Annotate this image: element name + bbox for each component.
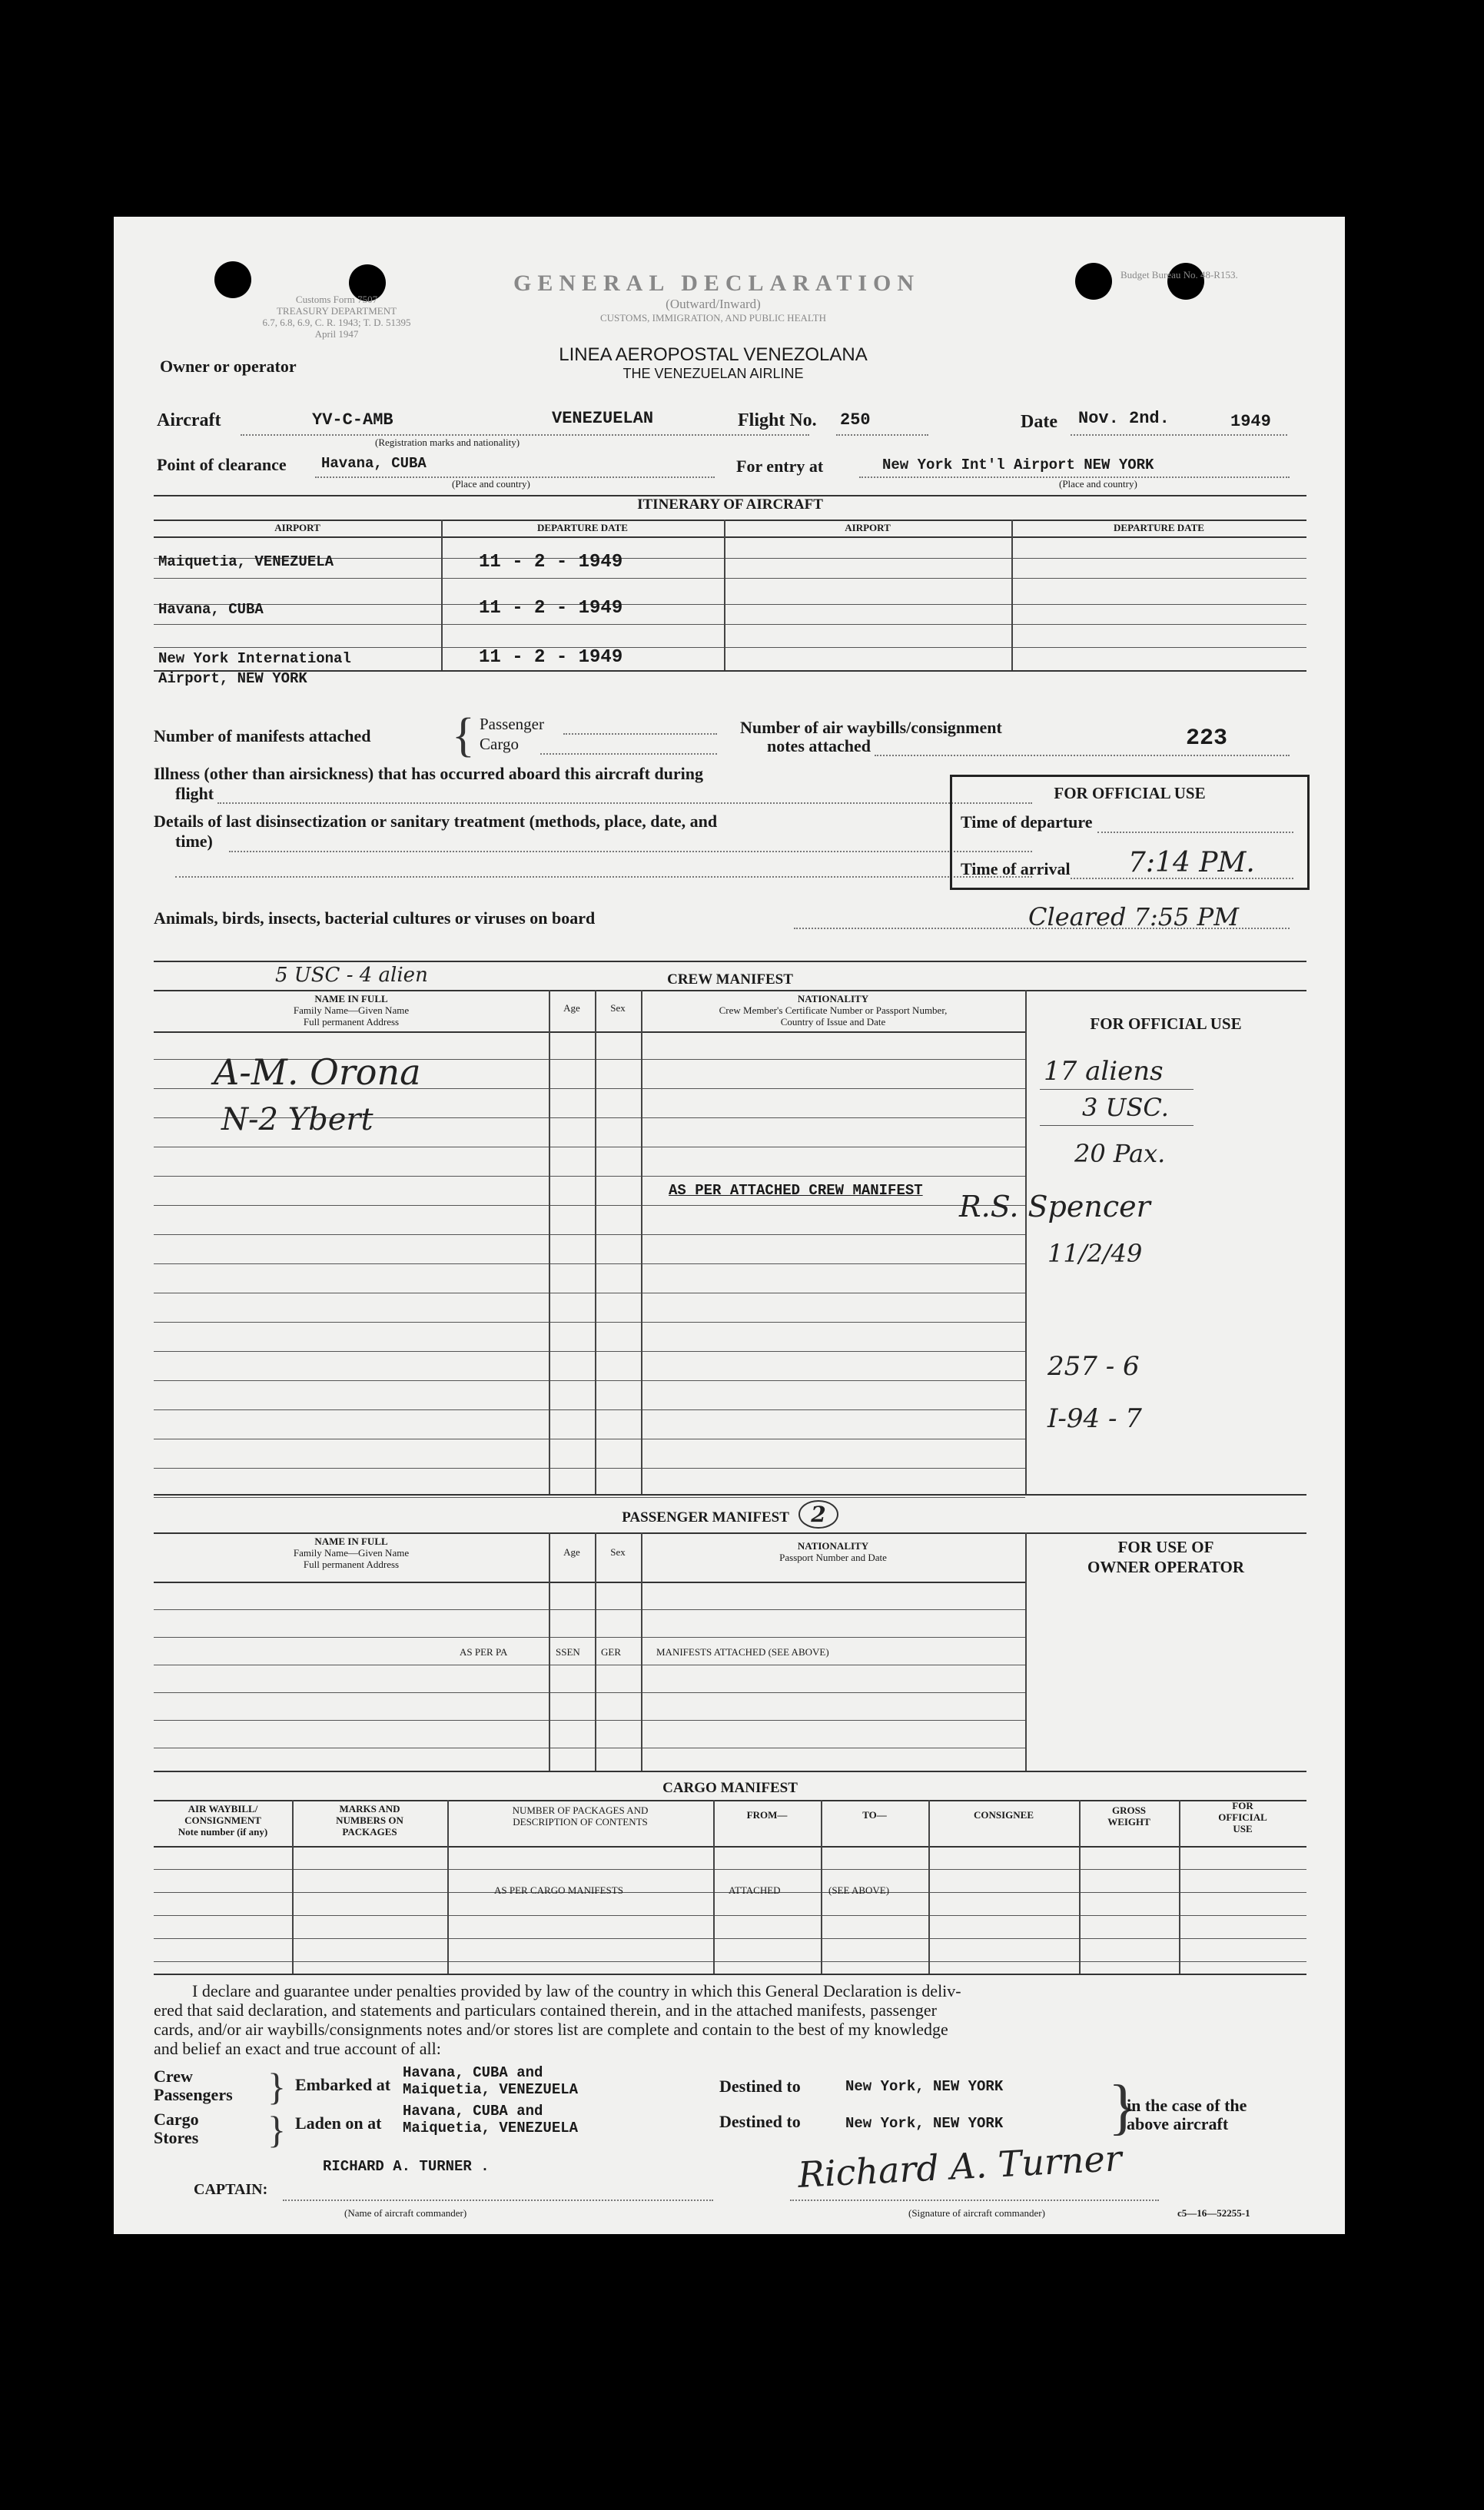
cargo-header-from: FROM— — [746, 1809, 788, 1821]
flight-no-value: 250 — [840, 410, 871, 430]
declaration-categories: Crew Passengers Cargo Stores — [154, 2067, 233, 2147]
aircraft-case-note: in the case of the above aircraft — [1127, 2096, 1247, 2133]
itinerary-header-date: DEPARTURE DATE — [537, 522, 628, 533]
waybills-value: 223 — [1186, 725, 1228, 752]
passenger-col-rule — [549, 1532, 550, 1771]
cargo-underline — [540, 753, 717, 755]
departure-time-label: Time of departure — [961, 812, 1093, 832]
passenger-rule — [154, 1532, 1306, 1534]
itinerary-title: ITINERARY OF AIRCRAFT — [637, 496, 823, 513]
cargo-header-to: TO— — [862, 1809, 887, 1821]
manifest-passenger-label: Passenger — [480, 715, 544, 733]
cargo-col-rule — [447, 1800, 449, 1974]
aircraft-label: Aircraft — [157, 410, 221, 430]
arrival-time-label: Time of arrival — [961, 859, 1071, 878]
crew-row-rule — [154, 1409, 1025, 1410]
itinerary-rule — [154, 624, 1306, 625]
date-label: Date — [1021, 412, 1057, 432]
passenger-header-age: Age — [563, 1546, 580, 1558]
general-declaration-form — [114, 217, 1345, 2234]
official-note-usc: 3 USC. — [1082, 1093, 1169, 1122]
cargo-header-marks: MARKS AND NUMBERS ON PACKAGES — [336, 1803, 403, 1838]
form-title: GENERAL DECLARATION — [513, 271, 921, 296]
cargo-header-waybill: AIR WAYBILL/ CONSIGNMENT Note number (if any) — [178, 1803, 268, 1838]
cargo-row-rule — [154, 1938, 1306, 1939]
clearance-note: (Place and country) — [452, 478, 530, 490]
passenger-title: PASSENGER MANIFEST 2 — [154, 1500, 1306, 1529]
passenger-row-rule — [154, 1609, 1025, 1610]
airline-subtitle: THE VENEZUELAN AIRLINE — [622, 366, 804, 381]
embarked-value: Havana, CUBA and Maiquetia, VENEZUELA — [403, 2064, 579, 2098]
cargo-attached-1: AS PER CARGO MANIFESTS — [494, 1884, 623, 1896]
official-note-aliens: 17 aliens — [1044, 1056, 1164, 1087]
crew-bottom-rule — [154, 1494, 1306, 1496]
owner-label: Owner or operator — [160, 357, 297, 376]
cargo-title: CARGO MANIFEST — [662, 1780, 798, 1796]
crew-header-official-use: FOR OFFICIAL USE — [1090, 1014, 1242, 1033]
official-use-title: FOR OFFICIAL USE — [1054, 784, 1206, 802]
destined-label-2: Destined to — [719, 2112, 801, 2131]
cargo-col-rule — [1079, 1800, 1081, 1974]
passenger-underline — [563, 733, 717, 735]
passenger-attached-1: AS PER PA — [460, 1646, 508, 1658]
crew-row-rule — [154, 1380, 1025, 1381]
nationality-value: VENEZUELAN — [552, 409, 654, 428]
itinerary-date-2: 11 - 2 - 1949 — [479, 598, 623, 619]
cargo-header-consignee: CONSIGNEE — [973, 1809, 1034, 1821]
disinsect-label: Details of last disinsectization or sanitary treatment (methods, place, date, and — [154, 812, 718, 831]
passenger-row-rule — [154, 1637, 1025, 1638]
itinerary-airport-3: New York International — [158, 650, 351, 667]
form-heading — [513, 271, 921, 324]
official-note-pax: 20 Pax. — [1074, 1139, 1166, 1168]
itinerary-header-airport-2: AIRPORT — [845, 522, 891, 533]
passenger-bottom-rule — [154, 1771, 1306, 1772]
waybills-label: Number of air waybills/consignment — [740, 718, 1002, 737]
arrival-time-value: 7:14 PM. — [1128, 847, 1255, 878]
disinsect-underline — [229, 851, 1032, 852]
departure-time-underline — [1097, 832, 1293, 833]
passenger-col-rule — [595, 1532, 596, 1771]
passenger-header-nationality: NATIONALITY Passport Number and Date — [779, 1540, 887, 1563]
crew-col-rule — [549, 990, 550, 1494]
crew-row-rule — [154, 1234, 1025, 1235]
entry-note: (Place and country) — [1059, 478, 1137, 490]
itinerary-col-rule — [1011, 520, 1013, 670]
official-note-257: 257 - 6 — [1047, 1351, 1140, 1382]
passenger-col-rule — [1025, 1532, 1027, 1771]
itinerary-rule — [154, 604, 1306, 605]
airline-name: LINEA AEROPOSTAL VENEZOLANA — [559, 344, 868, 365]
flight-no-label: Flight No. — [738, 410, 817, 430]
cargo-attached-3: (SEE ABOVE) — [828, 1884, 890, 1896]
itinerary-bottom-rule — [154, 670, 1306, 672]
notes-attached-label: notes attached — [767, 736, 871, 755]
manifests-brace: { — [452, 709, 475, 762]
official-note-i94: I-94 - 7 — [1047, 1403, 1142, 1434]
laden-label: Laden on at — [295, 2113, 382, 2133]
itinerary-airport-3b: Airport, NEW YORK — [158, 670, 307, 687]
passenger-col-rule — [641, 1532, 642, 1771]
disinsect-label-2: time) — [175, 832, 213, 851]
entry-value: New York Int'l Airport NEW YORK — [882, 457, 1154, 473]
crew-header-rule — [154, 1031, 1025, 1033]
crew-row-rule — [154, 1263, 1025, 1264]
itinerary-col-rule — [441, 520, 443, 670]
illness-label: Illness (other than airsickness) that has occurred aboard this aircraft during — [154, 764, 704, 783]
crew-top-rule — [154, 961, 1306, 962]
signature-underline — [790, 2200, 1159, 2201]
crew-header-sex: Sex — [610, 1002, 626, 1014]
itinerary-airport-2: Havana, CUBA — [158, 601, 264, 618]
cargo-col-rule — [292, 1800, 294, 1974]
clearance-value: Havana, CUBA — [321, 455, 427, 472]
official-note-rule — [1040, 1125, 1194, 1126]
print-code: c5—16—52255-1 — [1177, 2207, 1250, 2219]
commander-note: (Name of aircraft commander) — [344, 2207, 467, 2219]
declaration-brace: } — [267, 2065, 286, 2108]
signature-note: (Signature of aircraft commander) — [908, 2207, 1045, 2219]
aircraft-underline — [241, 434, 809, 436]
crew-row-rule — [154, 1322, 1025, 1323]
crew-header-name: NAME IN FULL Family Name—Given Name Full permanent Address — [293, 993, 410, 1028]
cargo-col-rule — [1179, 1800, 1180, 1974]
crew-col-rule — [1025, 990, 1027, 1494]
crew-handwritten-name-1: A-M. Orona — [214, 1051, 421, 1093]
embarked-label: Embarked at — [295, 2075, 391, 2094]
entry-label: For entry at — [736, 457, 824, 476]
captain-signature: Richard A. Turner — [796, 2136, 1123, 2196]
cargo-header-rule — [154, 1846, 1306, 1848]
illness-label-2: flight — [175, 784, 214, 803]
declaration-text: I declare and guarantee under penalties provided by law of the country in which this General Declaration is deliv- ered that said declaration, and statements and particulars contained therein, and in the attached manifests, passenger cards, and/or air waybills/consignments notes and/or stores list are complete and contain to the best of my knowledge and belief an exact and true account of all: — [154, 1981, 961, 2058]
crew-col-rule — [641, 990, 642, 1494]
year-value: 1949 — [1230, 412, 1271, 431]
crew-col-rule — [595, 990, 596, 1494]
date-underline — [1071, 434, 1287, 436]
laden-value: Havana, CUBA and Maiquetia, VENEZUELA — [403, 2103, 579, 2136]
captain-label: CAPTAIN: — [194, 2181, 268, 2198]
itinerary-header-date-2: DEPARTURE DATE — [1114, 522, 1204, 533]
form-subtitle: (Outward/Inward) — [666, 297, 761, 311]
itinerary-airport-1: Maiquetia, VENEZUELA — [158, 553, 334, 570]
manifests-label: Number of manifests attached — [154, 726, 371, 745]
crew-header-nationality: NATIONALITY Crew Member's Certificate Number or Passport Number, Country of Issue and Date — [719, 993, 948, 1028]
airline-stamp — [536, 344, 890, 382]
destined-value-1: New York, NEW YORK — [845, 2078, 1004, 2095]
cargo-col-rule — [713, 1800, 715, 1974]
passenger-attached-3: GER — [601, 1646, 621, 1658]
passenger-header-rule — [154, 1582, 1025, 1583]
cargo-col-rule — [928, 1800, 930, 1974]
cargo-row-rule — [154, 1869, 1306, 1870]
crew-row-rule — [154, 1351, 1025, 1352]
form-reference: Customs Form 7507 TREASURY DEPARTMENT 6.7, 6.8, 6.9, C. R. 1943; T. D. 51395 April 1947 — [262, 294, 411, 340]
itinerary-rule — [154, 520, 1306, 521]
passenger-header-name: NAME IN FULL Family Name—Given Name Full permanent Address — [293, 1536, 410, 1570]
animals-label: Animals, birds, insects, bacterial cultures or viruses on board — [154, 908, 596, 928]
registration-note: (Registration marks and nationality) — [375, 437, 520, 448]
passenger-header-sex: Sex — [610, 1546, 626, 1558]
budget-bureau: Budget Bureau No. 48-R153. — [1120, 269, 1238, 281]
cargo-col-rule — [821, 1800, 822, 1974]
passenger-row-rule — [154, 1692, 1025, 1693]
cargo-header-packages: NUMBER OF PACKAGES AND DESCRIPTION OF CONTENTS — [512, 1804, 649, 1828]
crew-row-rule — [154, 1176, 1025, 1177]
crew-row-rule — [154, 1205, 1025, 1206]
passenger-attached-2: SSEN — [556, 1646, 580, 1658]
official-note-date: 11/2/49 — [1047, 1239, 1143, 1268]
crew-attached-note: AS PER ATTACHED CREW MANIFEST — [669, 1182, 923, 1199]
itinerary-header-airport: AIRPORT — [274, 522, 320, 533]
crew-handnote: 5 USC - 4 alien — [275, 964, 428, 987]
date-value: Nov. 2nd. — [1078, 409, 1170, 428]
itinerary-rule — [154, 578, 1306, 579]
crew-rule — [154, 990, 1306, 991]
passenger-count: 2 — [798, 1500, 838, 1529]
passenger-row-rule — [154, 1720, 1025, 1721]
destined-value-2: New York, NEW YORK — [845, 2115, 1004, 2132]
punch-hole — [1075, 263, 1112, 300]
declaration-brace-right: } — [1108, 2073, 1138, 2141]
waybills-underline — [875, 755, 1290, 756]
itinerary-col-rule — [724, 520, 725, 670]
cargo-header-weight: GROSS WEIGHT — [1107, 1804, 1150, 1828]
cargo-attached-2: ATTACHED — [729, 1884, 781, 1896]
itinerary-date-1: 11 - 2 - 1949 — [479, 552, 623, 573]
disinsect-underline-2 — [175, 876, 1032, 878]
crew-handwritten-name-2: N-2 Ybert — [221, 1102, 373, 1137]
passenger-header-owner: FOR USE OF OWNER OPERATOR — [1087, 1538, 1244, 1576]
declaration-brace: } — [267, 2108, 286, 2151]
cargo-row-rule — [154, 1961, 1306, 1962]
itinerary-date-3: 11 - 2 - 1949 — [479, 647, 623, 668]
cleared-time-note: Cleared 7:55 PM — [1028, 902, 1239, 931]
cargo-row-rule — [154, 1915, 1306, 1916]
cargo-bottom-rule — [154, 1974, 1306, 1975]
crew-row-rule — [154, 1497, 1025, 1498]
official-note-initials: R.S. Spencer — [959, 1190, 1150, 1223]
cargo-rule — [154, 1800, 1306, 1801]
flight-no-underline — [836, 434, 928, 436]
illness-underline — [217, 802, 1032, 804]
passenger-attached-4: MANIFESTS ATTACHED (SEE ABOVE) — [656, 1646, 829, 1658]
punch-hole — [214, 261, 251, 298]
aircraft-value: YV-C-AMB — [312, 410, 393, 430]
crew-header-age: Age — [563, 1002, 580, 1014]
cargo-header-official: FOR OFFICIAL USE — [1218, 1800, 1267, 1834]
official-note-rule — [1040, 1089, 1194, 1090]
crew-title: CREW MANIFEST — [667, 971, 793, 988]
captain-underline — [283, 2200, 713, 2201]
manifest-cargo-label: Cargo — [480, 735, 519, 753]
form-agencies: CUSTOMS, IMMIGRATION, AND PUBLIC HEALTH — [600, 312, 826, 324]
itinerary-rule — [154, 536, 1306, 538]
captain-name: RICHARD A. TURNER . — [323, 2158, 490, 2175]
clearance-label: Point of clearance — [157, 455, 287, 474]
destined-label-1: Destined to — [719, 2077, 801, 2096]
crew-row-rule — [154, 1468, 1025, 1469]
itinerary-rule — [154, 647, 1306, 648]
